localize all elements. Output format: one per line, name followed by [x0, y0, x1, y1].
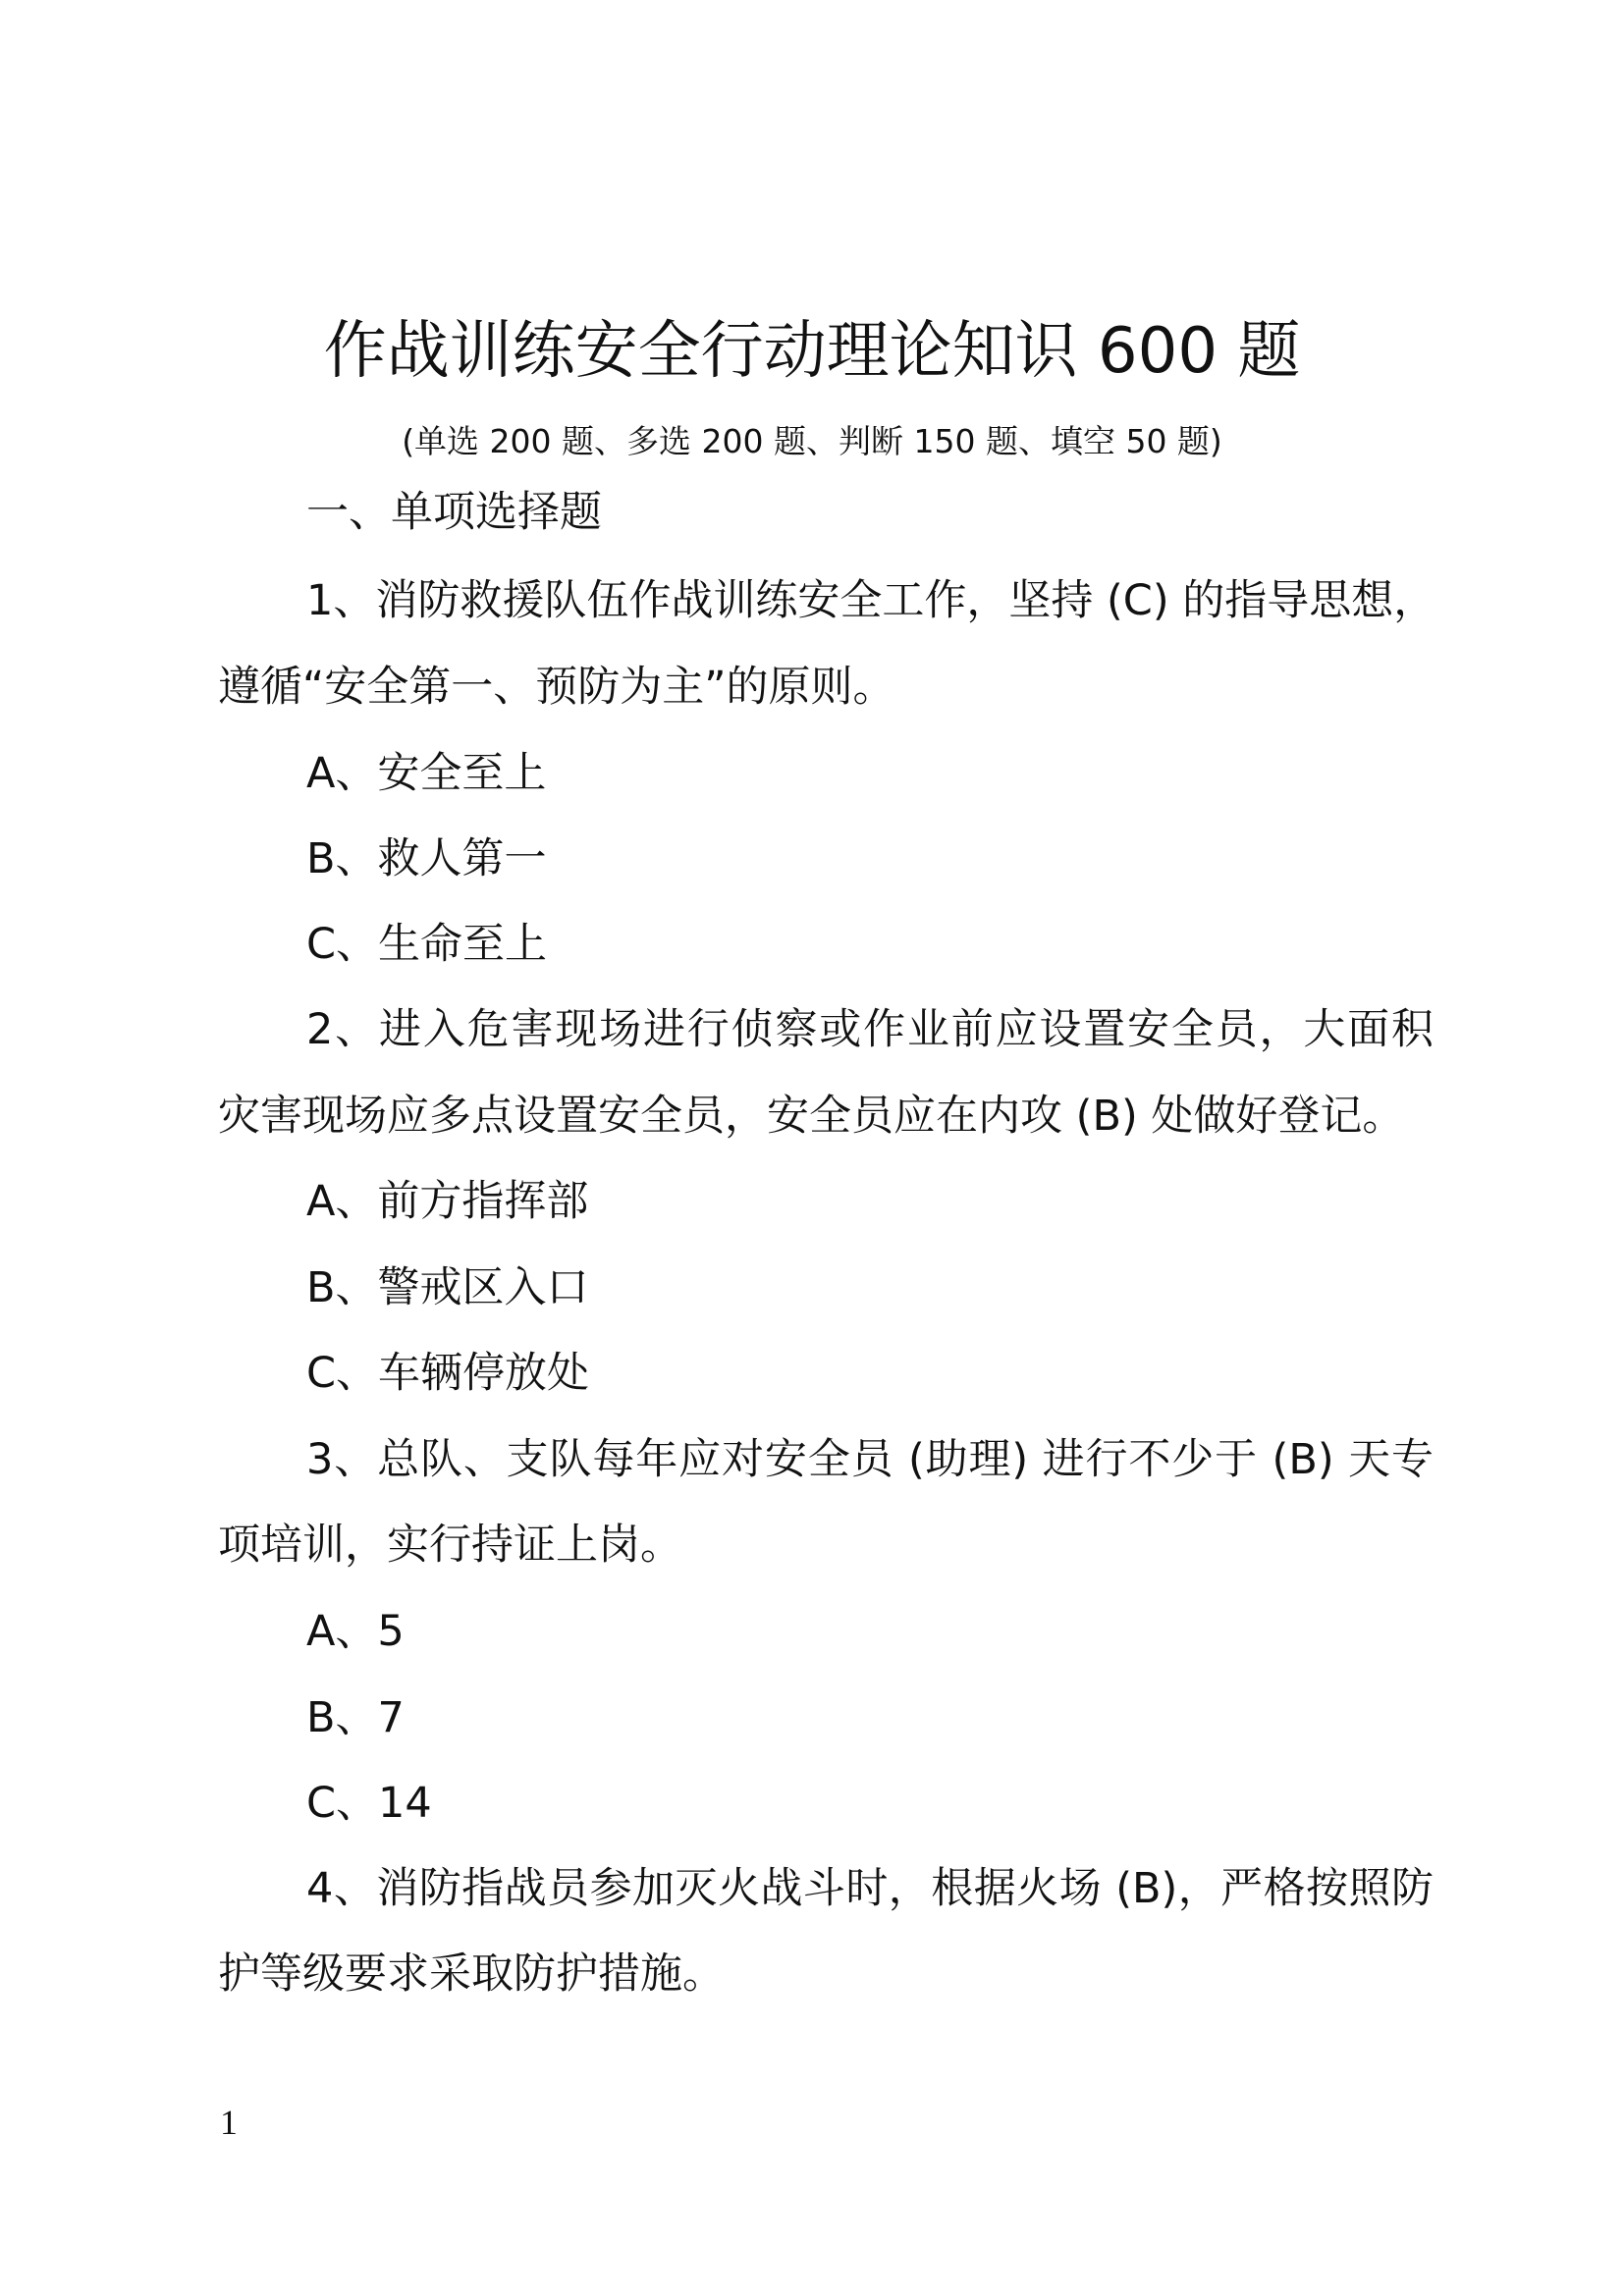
question-1-option-b: B、救人第一 [306, 834, 547, 883]
question-2-line-1: 2、进入危害现场进行侦察或作业前应设置安全员，大面积 [306, 1005, 1434, 1054]
question-1-line-1: 1、消防救援队伍作战训练安全工作，坚持 (C) 的指导思想， [306, 576, 1436, 625]
document-subtitle: (单选 200 题、多选 200 题、判断 150 题、填空 50 题) [402, 422, 1222, 460]
question-2-option-a: A、前方指挥部 [306, 1177, 589, 1226]
page-number: 1 [220, 2103, 238, 2142]
question-3-line-2: 项培训，实行持证上岗。 [218, 1521, 682, 1570]
question-3-option-b: B、7 [306, 1693, 405, 1742]
question-4-line-1: 4、消防指战员参加灭火战斗时，根据火场 (B)，严格按照防 [306, 1864, 1434, 1913]
question-2-line-2: 灾害现场应多点设置安全员，安全员应在内攻 (B) 处做好登记。 [218, 1092, 1405, 1141]
question-1-option-a: A、安全至上 [306, 749, 547, 798]
question-3-line-1: 3、总队、支队每年应对安全员 (助理) 进行不少于 (B) 天专 [306, 1435, 1434, 1484]
section-heading: 一、单项选择题 [306, 488, 602, 537]
question-2-option-c: C、车辆停放处 [306, 1349, 590, 1398]
question-1-option-c: C、生命至上 [306, 920, 548, 969]
document-title: 作战训练安全行动理论知识 600 题 [323, 315, 1301, 388]
question-4-line-2: 护等级要求采取防护措施。 [218, 1949, 725, 1999]
question-2-option-b: B、警戒区入口 [306, 1263, 589, 1312]
question-3-option-c: C、14 [306, 1779, 432, 1828]
question-3-option-a: A、5 [306, 1607, 405, 1656]
question-1-line-2: 遵循“安全第一、预防为主”的原则。 [218, 663, 895, 712]
